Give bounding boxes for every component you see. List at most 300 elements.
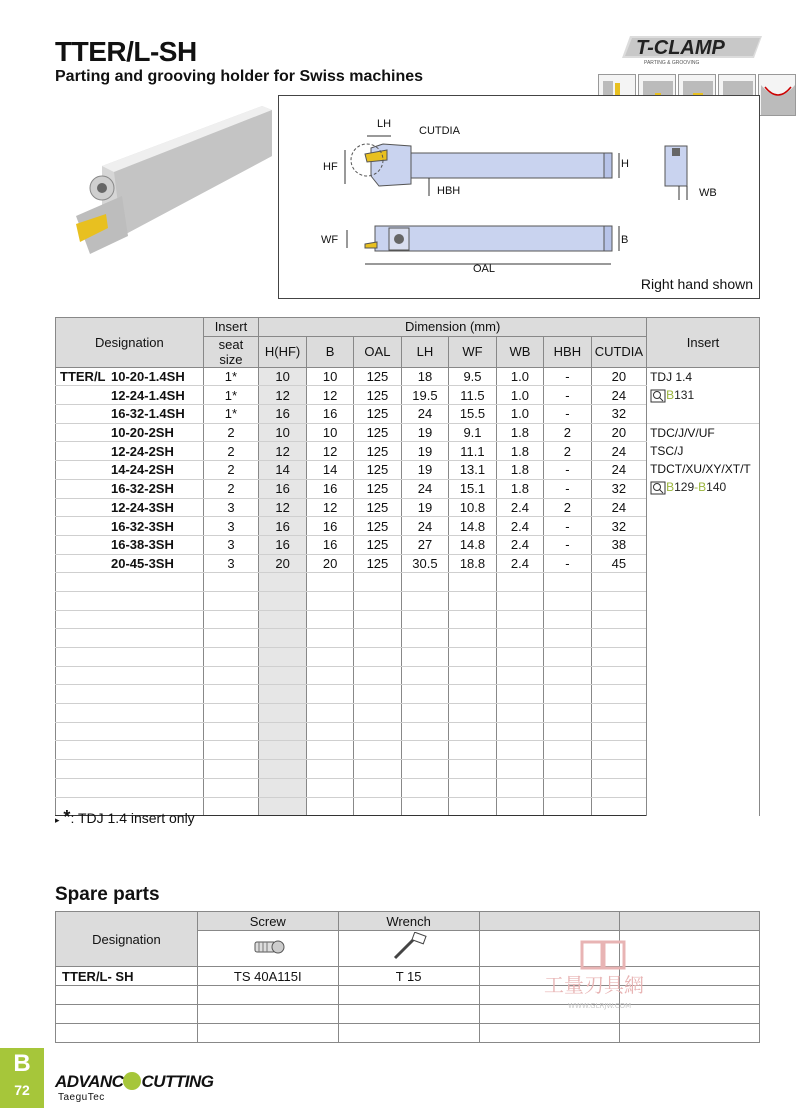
cell-dimension: - (544, 461, 592, 480)
cell-dimension: 10 (307, 423, 354, 442)
cell-dimension: 19 (401, 423, 449, 442)
cell-dimension (591, 741, 646, 760)
footnote-marker: ▸ (55, 815, 60, 825)
cell-dimension (591, 573, 646, 592)
cell-dimension: 125 (354, 535, 402, 554)
cell-dimension (496, 591, 543, 610)
cell-dimension (401, 797, 449, 816)
cell-dimension (259, 629, 307, 648)
diagram-caption: Right hand shown (640, 276, 753, 292)
t-clamp-logo (622, 32, 764, 66)
cell-seat-size (203, 629, 258, 648)
page-reference[interactable] (650, 386, 756, 404)
cell-dimension (401, 629, 449, 648)
cell-dimension (591, 722, 646, 741)
cell-seat-size (203, 722, 258, 741)
header-seat-size: seat size (203, 336, 258, 367)
spare-empty-cell (338, 1005, 479, 1024)
cell-dimension (544, 573, 592, 592)
cell-dimension: 15.1 (449, 479, 497, 498)
cell-dimension (449, 797, 497, 816)
cell-dimension (259, 760, 307, 779)
cell-seat-size (203, 610, 258, 629)
cell-dimension (496, 778, 543, 797)
cell-dimension: 16 (259, 517, 307, 536)
cell-dimension: 12 (307, 386, 354, 405)
designation-code: 16-38-3SH (111, 537, 174, 553)
cell-dimension: 125 (354, 461, 402, 480)
cell-dimension (259, 704, 307, 723)
cell-dimension (591, 685, 646, 704)
cell-dimension (307, 629, 354, 648)
cell-dimension: 30.5 (401, 554, 449, 573)
brand-tagline: PARTING & GROOVING (644, 60, 700, 66)
cell-dimension (544, 778, 592, 797)
cell-dimension: 10 (259, 367, 307, 386)
label-cutdia: CUTDIA (419, 125, 460, 137)
cell-dimension: 125 (354, 517, 402, 536)
wrench-icon (389, 932, 429, 962)
cell-designation (56, 517, 204, 536)
cell-dimension (591, 648, 646, 667)
cell-dimension: 9.5 (449, 367, 497, 386)
cell-dimension: 20 (259, 554, 307, 573)
spare-empty-cell (56, 1024, 198, 1043)
header-designation: Designation (56, 318, 204, 368)
cell-dimension: 2.4 (496, 498, 543, 517)
cell-dimension (354, 610, 402, 629)
cell-dimension: 24 (591, 461, 646, 480)
cell-seat-size (203, 760, 258, 779)
cell-dimension: 20 (307, 554, 354, 573)
spare-empty-cell (197, 986, 338, 1005)
cell-dimension (259, 591, 307, 610)
cell-dimension: 1.8 (496, 461, 543, 480)
designation-code: 12-24-3SH (111, 499, 174, 515)
header-col: B (307, 336, 354, 367)
cell-dimension (544, 591, 592, 610)
spare-empty-cell (197, 1024, 338, 1043)
thumb-profiling (758, 74, 796, 116)
cell-dimension: 125 (354, 442, 402, 461)
cell-designation (56, 498, 204, 517)
cell-dimension: 10 (259, 423, 307, 442)
cell-dimension (496, 610, 543, 629)
label-b: B (621, 234, 629, 246)
cell-dimension: 12 (259, 386, 307, 405)
designation-prefix: TTER/L (60, 369, 106, 385)
cell-seat-size: 1* (203, 386, 258, 405)
cell-dimension: 16 (307, 479, 354, 498)
cell-dimension: 12 (259, 442, 307, 461)
holder-drawing (279, 96, 761, 300)
cell-dimension: 9.1 (449, 423, 497, 442)
logo-e-icon (123, 1072, 141, 1090)
cell-dimension (354, 648, 402, 667)
section-tab (0, 1048, 44, 1108)
designation-code: 16-32-2SH (111, 481, 174, 497)
label-hf: HF (323, 161, 338, 173)
cell-dimension (544, 685, 592, 704)
cell-dimension: - (544, 554, 592, 573)
cell-dimension (496, 797, 543, 816)
cell-seat-size (203, 778, 258, 797)
spare-empty-cell (338, 986, 479, 1005)
cell-dimension: 12 (259, 498, 307, 517)
cell-dimension (401, 760, 449, 779)
screw-icon (251, 934, 285, 960)
cell-dimension: 16 (307, 405, 354, 424)
screw-image-cell (197, 931, 338, 967)
cell-dimension (259, 722, 307, 741)
watermark-url: WWW.GLRJW.COM (568, 1002, 632, 1010)
cell-dimension (354, 629, 402, 648)
cell-dimension (401, 704, 449, 723)
cell-dimension: 16 (259, 479, 307, 498)
cell-seat-size: 2 (203, 423, 258, 442)
cell-dimension (449, 760, 497, 779)
designation-code: 16-32-1.4SH (111, 406, 185, 422)
magnifier-icon (650, 481, 666, 495)
cell-dimension (496, 760, 543, 779)
cell-dimension (449, 573, 497, 592)
cell-seat-size: 1* (203, 405, 258, 424)
cell-designation (56, 778, 204, 797)
cell-dimension (449, 778, 497, 797)
cell-dimension: 38 (591, 535, 646, 554)
cell-dimension: - (544, 367, 592, 386)
page-reference[interactable] (650, 478, 756, 496)
company-name: TaeguTec (58, 1092, 105, 1103)
cell-dimension (354, 685, 402, 704)
header-insert: Insert (647, 318, 760, 368)
footnote-star: * (63, 807, 71, 827)
cell-seat-size (203, 685, 258, 704)
cell-dimension: 18 (401, 367, 449, 386)
cell-dimension (401, 741, 449, 760)
cell-dimension (307, 797, 354, 816)
cell-dimension: 32 (591, 479, 646, 498)
label-oal: OAL (473, 263, 496, 275)
cell-dimension (591, 666, 646, 685)
cell-dimension (307, 648, 354, 667)
cell-dimension (496, 685, 543, 704)
cell-seat-size: 3 (203, 554, 258, 573)
cell-dimension: 12 (307, 498, 354, 517)
cell-dimension (591, 591, 646, 610)
cell-dimension (354, 704, 402, 723)
cell-dimension: 125 (354, 423, 402, 442)
logo-right: CUTTING (141, 1072, 214, 1091)
cell-dimension (259, 685, 307, 704)
cell-dimension: 125 (354, 367, 402, 386)
cell-dimension (544, 797, 592, 816)
logo-left: ADVANC (55, 1072, 124, 1091)
cell-dimension (401, 591, 449, 610)
cell-seat-size: 3 (203, 535, 258, 554)
header-insert-seat: Insert (203, 318, 258, 337)
cell-dimension (307, 741, 354, 760)
insert-type: TSC/J (650, 443, 684, 458)
cell-dimension (259, 741, 307, 760)
cell-dimension: - (544, 479, 592, 498)
cell-dimension: 10 (307, 367, 354, 386)
cell-dimension (591, 704, 646, 723)
cell-dimension (354, 741, 402, 760)
cell-dimension: 12 (307, 442, 354, 461)
cell-dimension (496, 666, 543, 685)
dimension-diagram (278, 95, 760, 299)
cell-seat-size (203, 797, 258, 816)
cell-designation (56, 479, 204, 498)
spare-empty-cell (620, 1024, 760, 1043)
cell-dimension (354, 722, 402, 741)
cell-seat-size (203, 741, 258, 760)
cell-seat-size: 3 (203, 498, 258, 517)
cell-dimension: 2 (544, 498, 592, 517)
spare-empty-cell (338, 1024, 479, 1043)
cell-dimension: 32 (591, 517, 646, 536)
spare-row-designation: TTER/L- SH (56, 967, 198, 986)
ref-separator: - (694, 479, 699, 494)
cell-dimension (544, 704, 592, 723)
cell-dimension: 1.0 (496, 405, 543, 424)
cell-designation (56, 666, 204, 685)
header-dimension: Dimension (mm) (259, 318, 647, 337)
cell-seat-size (203, 591, 258, 610)
insert-type: TDC/J/V/UF (650, 425, 715, 440)
brand-text: T-CLAMP (636, 37, 725, 59)
cell-dimension: - (544, 517, 592, 536)
cell-seat-size (203, 573, 258, 592)
header-col: CUTDIA (591, 336, 646, 367)
cell-dimension: 11.5 (449, 386, 497, 405)
cell-dimension: 16 (259, 405, 307, 424)
cell-dimension: 10.8 (449, 498, 497, 517)
cell-dimension: 19 (401, 498, 449, 517)
cell-dimension: 24 (401, 479, 449, 498)
page-subtitle: Parting and grooving holder for Swiss machines (55, 68, 424, 85)
cell-dimension: 125 (354, 479, 402, 498)
cell-dimension (496, 704, 543, 723)
cell-designation (56, 573, 204, 592)
cell-dimension: 1.0 (496, 386, 543, 405)
spec-table (55, 317, 760, 816)
cell-dimension (307, 722, 354, 741)
cell-dimension (354, 591, 402, 610)
cell-dimension: - (544, 386, 592, 405)
cell-designation (56, 423, 204, 442)
cell-seat-size: 1* (203, 367, 258, 386)
cell-seat-size: 2 (203, 461, 258, 480)
cell-dimension: 19 (401, 442, 449, 461)
cell-designation (56, 405, 204, 424)
cell-dimension: 24 (591, 498, 646, 517)
cell-dimension: 19.5 (401, 386, 449, 405)
cell-designation (56, 591, 204, 610)
cell-dimension: 1.8 (496, 479, 543, 498)
cell-dimension (449, 685, 497, 704)
spec-table-body (56, 367, 760, 816)
cell-dimension (544, 722, 592, 741)
magnifier-icon (650, 389, 666, 403)
cell-dimension (307, 685, 354, 704)
cell-designation (56, 741, 204, 760)
cell-dimension: 2 (544, 442, 592, 461)
cell-dimension (449, 610, 497, 629)
label-h: H (621, 158, 629, 170)
designation-code: 16-32-3SH (111, 518, 174, 534)
cell-dimension: 1.8 (496, 442, 543, 461)
spare-row-screw: TS 40A115I (197, 967, 338, 986)
cell-dimension: 2.4 (496, 554, 543, 573)
cell-dimension (544, 741, 592, 760)
cell-dimension: 45 (591, 554, 646, 573)
designation-code: 10-20-1.4SH (111, 369, 185, 385)
cell-dimension (354, 778, 402, 797)
cell-dimension: 2.4 (496, 535, 543, 554)
footnote-text: : TDJ 1.4 insert only (70, 810, 195, 826)
cell-dimension (401, 610, 449, 629)
page-number: 72 (14, 1082, 30, 1098)
spare-empty-cell (197, 1005, 338, 1024)
ref-a: B131 (666, 387, 695, 402)
spare-header-empty (479, 912, 620, 931)
cell-dimension (449, 704, 497, 723)
watermark (540, 938, 680, 1018)
cell-dimension: 32 (591, 405, 646, 424)
holder-photo (62, 96, 274, 266)
cell-designation (56, 386, 204, 405)
cell-dimension: 14.8 (449, 535, 497, 554)
page-title: TTER/L-SH (55, 36, 197, 67)
table-row (56, 423, 760, 442)
designation-code: 20-45-3SH (111, 555, 174, 571)
cell-dimension (591, 778, 646, 797)
cell-dimension: 13.1 (449, 461, 497, 480)
cell-dimension (307, 778, 354, 797)
ref-b: B140 (698, 479, 727, 494)
label-hbh: HBH (437, 185, 461, 197)
cell-dimension: 2 (544, 423, 592, 442)
cell-dimension (401, 685, 449, 704)
cell-dimension (544, 648, 592, 667)
insert-group (647, 423, 760, 815)
cell-dimension: 24 (591, 442, 646, 461)
cell-dimension: 27 (401, 535, 449, 554)
cell-dimension (591, 610, 646, 629)
cell-dimension: 16 (307, 535, 354, 554)
cell-dimension (496, 722, 543, 741)
header-col: LH (401, 336, 449, 367)
cell-dimension (449, 666, 497, 685)
cell-dimension: 125 (354, 386, 402, 405)
label-wf: WF (321, 234, 339, 246)
cell-seat-size (203, 704, 258, 723)
cell-seat-size (203, 648, 258, 667)
cell-designation (56, 704, 204, 723)
cell-designation (56, 442, 204, 461)
cell-designation (56, 535, 204, 554)
cell-dimension (307, 610, 354, 629)
cell-dimension (259, 797, 307, 816)
designation-code: 12-24-2SH (111, 443, 174, 459)
cell-dimension (307, 760, 354, 779)
cell-dimension: 14.8 (449, 517, 497, 536)
cell-designation (56, 648, 204, 667)
cell-dimension (496, 741, 543, 760)
cell-dimension: 1.8 (496, 423, 543, 442)
cell-dimension (591, 760, 646, 779)
cell-dimension (449, 591, 497, 610)
ref-a: B129 (666, 479, 695, 494)
cell-dimension (354, 797, 402, 816)
cell-dimension (401, 666, 449, 685)
cell-dimension: 125 (354, 498, 402, 517)
cell-dimension: 18.8 (449, 554, 497, 573)
section-letter: B (13, 1050, 31, 1077)
cell-dimension: 11.1 (449, 442, 497, 461)
cell-dimension (449, 629, 497, 648)
insert-type: TDCT/XU/XY/XT/T (650, 461, 751, 476)
spare-parts-title: Spare parts (55, 884, 160, 905)
cell-dimension (496, 573, 543, 592)
cell-dimension (544, 760, 592, 779)
cell-dimension (496, 648, 543, 667)
cell-dimension (259, 778, 307, 797)
cell-dimension (307, 666, 354, 685)
cell-dimension: 14 (307, 461, 354, 480)
cell-designation (56, 367, 204, 386)
insert-group (647, 367, 760, 423)
cell-dimension (496, 629, 543, 648)
cell-dimension: 1.0 (496, 367, 543, 386)
designation-code: 10-20-2SH (111, 425, 174, 441)
cell-dimension (401, 648, 449, 667)
cell-dimension: 20 (591, 367, 646, 386)
cell-dimension (544, 610, 592, 629)
cell-dimension (307, 573, 354, 592)
cell-seat-size: 2 (203, 442, 258, 461)
cell-dimension: 125 (354, 405, 402, 424)
insert-type: TDJ 1.4 (650, 369, 693, 384)
cell-designation (56, 610, 204, 629)
cell-dimension: - (544, 405, 592, 424)
cell-designation (56, 629, 204, 648)
cell-dimension (259, 610, 307, 629)
cell-dimension: 19 (401, 461, 449, 480)
cell-dimension: 15.5 (449, 405, 497, 424)
cell-designation (56, 760, 204, 779)
label-lh: LH (377, 118, 392, 130)
cell-dimension: 2.4 (496, 517, 543, 536)
watermark-text: 工量刃具網 (544, 973, 644, 997)
wrench-image-cell (338, 931, 479, 967)
cell-dimension (401, 722, 449, 741)
header-col: OAL (354, 336, 402, 367)
cell-dimension (591, 629, 646, 648)
cell-dimension (544, 666, 592, 685)
footnote (55, 807, 195, 828)
cell-dimension: 16 (259, 535, 307, 554)
designation-code: 14-24-2SH (111, 462, 174, 478)
cell-dimension (591, 797, 646, 816)
cell-dimension: - (544, 535, 592, 554)
cell-designation (56, 461, 204, 480)
advance-cutting-logo (55, 1072, 214, 1092)
cell-dimension (259, 648, 307, 667)
cell-dimension: 24 (401, 405, 449, 424)
